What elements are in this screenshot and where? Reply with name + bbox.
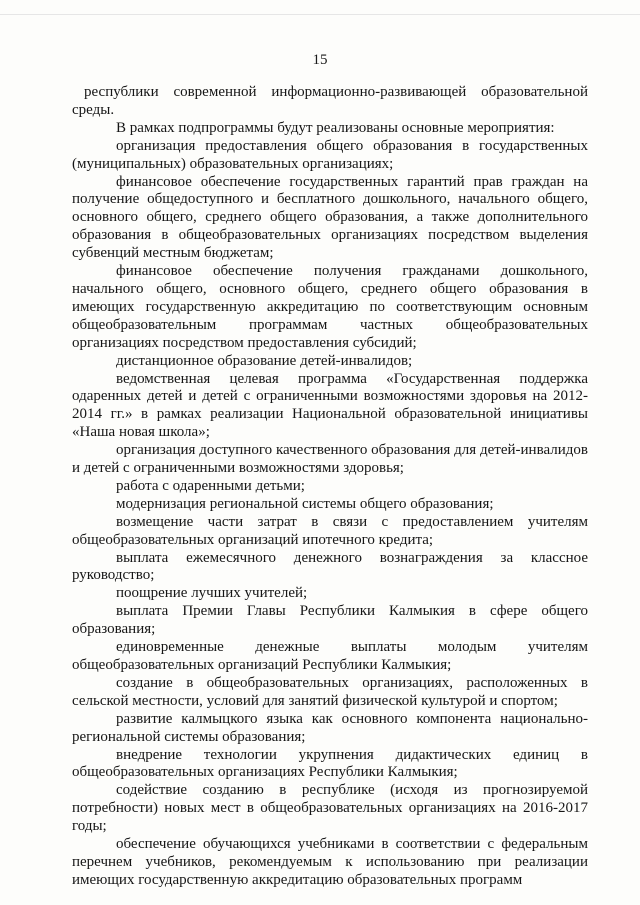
- paragraph: развитие калмыцкого языка как основного компонента национально-региональной системы образования;: [72, 710, 588, 745]
- paragraph: финансовое обеспечение получения гражданами дошкольного, начального общего, основного общего, среднего общего образования в имеющих государственную аккредитацию по соответствующим основным общеобразовательным программам частных общеобразовательных организациях посредством предоставления субсидий;: [72, 263, 588, 351]
- paragraph: выплата Премии Главы Республики Калмыкия в сфере общего образования;: [72, 603, 588, 638]
- paragraph: создание в общеобразовательных организациях, расположенных в сельской местности, условий для занятий физической культурой и спортом;: [72, 674, 588, 709]
- paragraph: поощрение лучших учителей;: [116, 585, 308, 602]
- scan-edge-line: [0, 14, 640, 15]
- page-number: 15: [312, 52, 328, 68]
- paragraph: содействие созданию в республике (исходя из прогнозируемой потребности) новых мест в общеобразовательных организациях на 2016-2017 годы;: [72, 782, 588, 835]
- paragraph: организация предоставления общего образования в государственных (муниципальных) образовательных организациях;: [72, 137, 588, 172]
- paragraph: возмещение части затрат в связи с предоставлением учителям общеобразовательных организаций ипотечного кредита;: [72, 513, 588, 548]
- paragraph: республики современной информационно-развивающей образовательной среды.: [72, 84, 588, 118]
- paragraph: выплата ежемесячного денежного вознаграждения за классное руководство;: [72, 549, 588, 584]
- paragraph: внедрение технологии укрупнения дидактических единиц в общеобразовательных организациях Республики Калмыкия;: [72, 746, 588, 781]
- paragraph: В рамках подпрограммы будут реализованы основные мероприятия:: [116, 119, 555, 136]
- paragraph: модернизация региональной системы общего образования;: [116, 495, 494, 512]
- body-text: [72, 84, 588, 890]
- paragraph: единовременные денежные выплаты молодым учителям общеобразовательных организаций Республики Калмыкия;: [72, 639, 588, 673]
- paragraph: финансовое обеспечение государственных гарантий прав граждан на получение общедоступного и бесплатного дошкольного, начального общего, основного общего, среднего общего образования, а также дополнительного образования в общеобразовательных организациях посредством выделения субвенций местным бюджетам;: [72, 173, 588, 262]
- paragraph: дистанционное образование детей-инвалидов;: [116, 352, 413, 369]
- paragraph: обеспечение обучающихся учебниками в соответствии с федеральным перечнем учебников, рекомендуемым к использованию при реализации имеющих государственную аккредитацию образовательных программ: [72, 836, 588, 888]
- paragraph: ведомственная целевая программа «Государственная поддержка одаренных детей и детей с ограниченными возможностями здоровья на 2012-2014 гг.» в рамках реализации Национальной образовательной инициативы «Наша новая школа»;: [72, 370, 588, 441]
- paragraph: организация доступного качественного образования для детей-инвалидов и детей с ограниченными возможностями здоровья;: [72, 442, 588, 477]
- paragraph: работа с одаренными детьми;: [116, 477, 305, 494]
